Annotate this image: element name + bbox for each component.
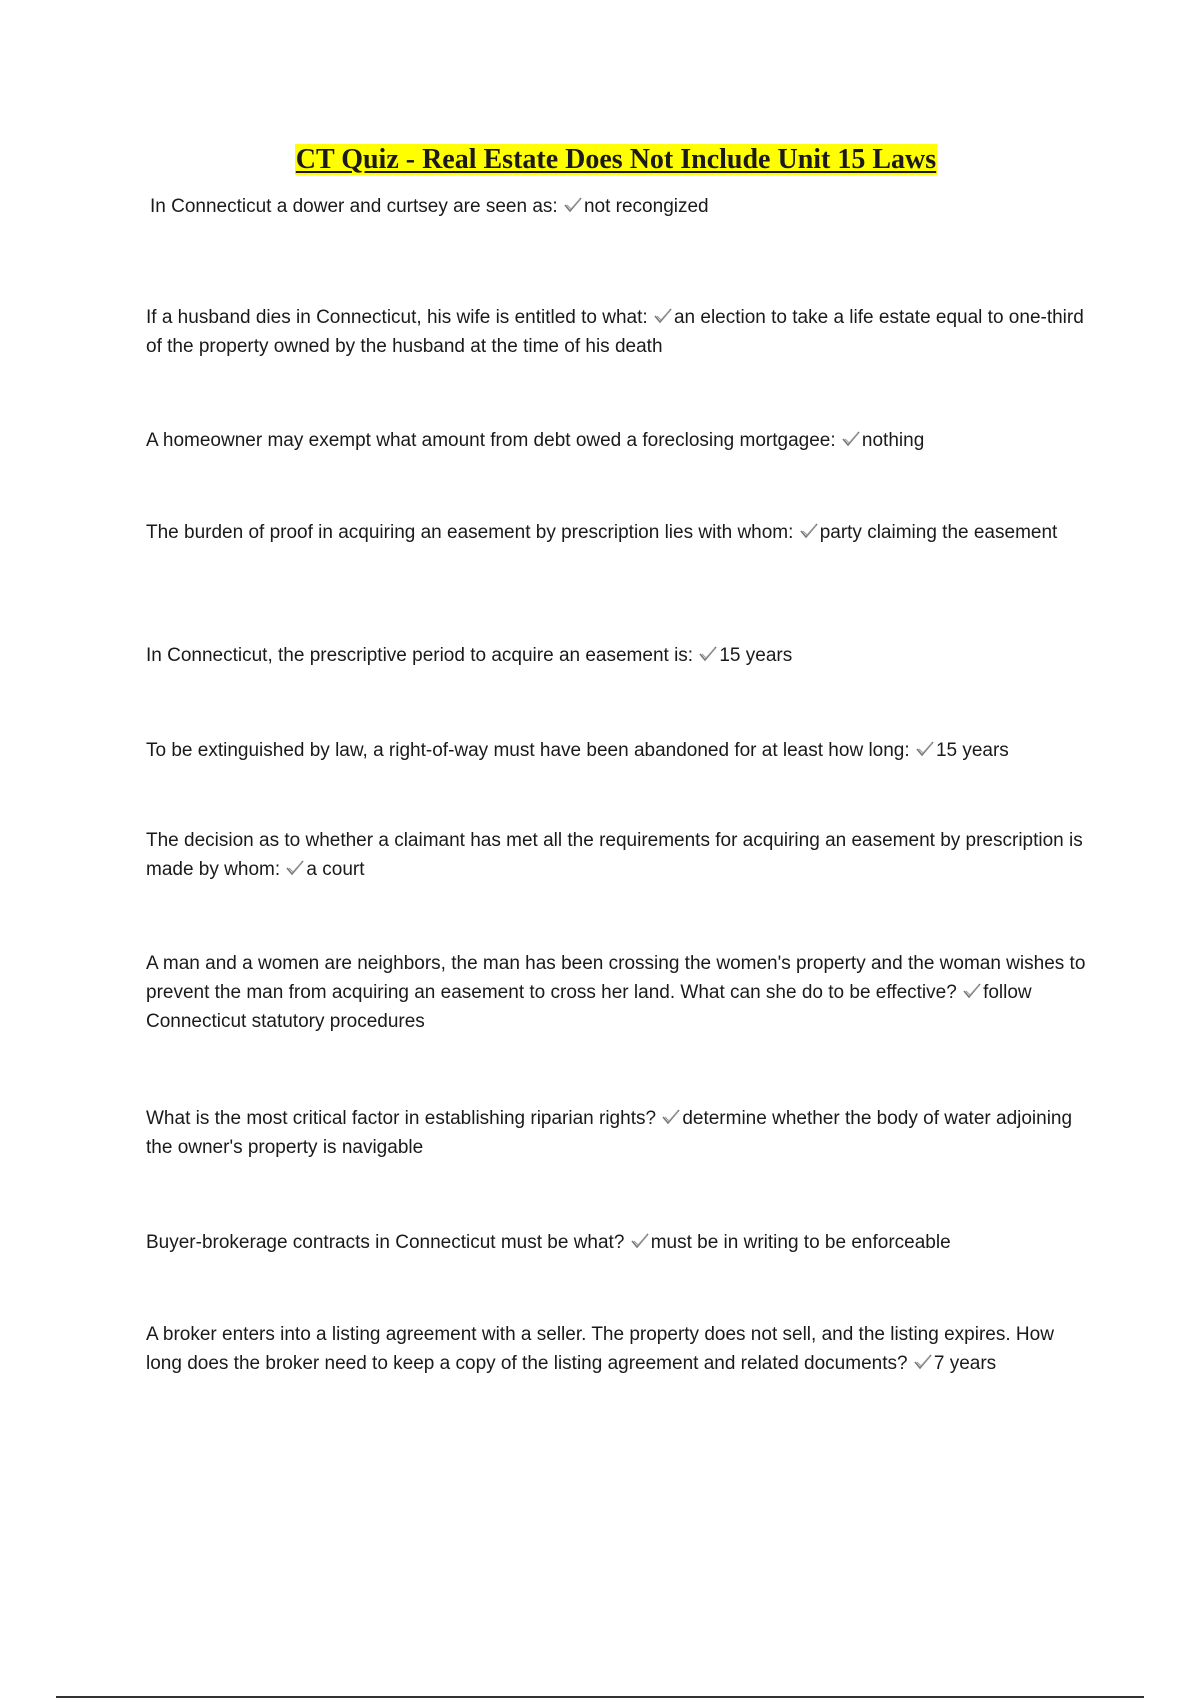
question-text: The decision as to whether a claimant has met all the requirements for acquiring an easement by prescription is made by whom: — [146, 830, 1083, 880]
qa-item-6 — [146, 736, 1086, 765]
checkmark-icon — [285, 859, 305, 877]
answer-text: a court — [306, 859, 365, 880]
qa-item-9 — [146, 1104, 1086, 1162]
answer-text: party claiming the easement — [819, 522, 1058, 543]
answer-text: nothing — [861, 430, 925, 451]
question-text: A man and a women are neighbors, the man has been crossing the women's property and the woman wishes to prevent the man from acquiring an easement to cross her land. What can she do to be effective? — [146, 953, 1086, 1003]
checkmark-icon — [962, 982, 982, 1000]
qa-item-7 — [146, 826, 1086, 884]
question-text: A broker enters into a listing agreement with a seller. The property does not sell, and the listing expires. How long does the broker need to keep a copy of the listing agreement and related documents? — [146, 1324, 1054, 1374]
question-text: In Connecticut a dower and curtsey are seen as: — [150, 196, 558, 217]
footer-divider — [56, 1696, 1144, 1698]
answer-text: determine whether the body of water adjoining the owner's property is navigable — [146, 1108, 1073, 1158]
checkmark-icon — [653, 307, 673, 325]
qa-item-11 — [146, 1320, 1086, 1378]
question-text: The burden of proof in acquiring an easement by prescription lies with whom: — [146, 522, 794, 543]
checkmark-icon — [841, 430, 861, 448]
qa-item-5 — [146, 641, 1086, 670]
checkmark-icon — [563, 196, 583, 214]
answer-text: 7 years — [933, 1353, 997, 1374]
checkmark-icon — [913, 1353, 933, 1371]
answer-text: 15 years — [719, 645, 793, 666]
answer-text: 15 years — [935, 740, 1009, 761]
page-title — [0, 144, 1200, 176]
qa-item-4 — [146, 518, 1086, 547]
checkmark-icon — [698, 645, 718, 663]
question-text: If a husband dies in Connecticut, his wife is entitled to what: — [146, 307, 648, 328]
qa-item-10 — [146, 1228, 1086, 1257]
answer-text: follow Connecticut statutory procedures — [146, 982, 1032, 1032]
checkmark-icon — [915, 740, 935, 758]
answer-text: not recongized — [583, 196, 709, 217]
qa-item-3 — [146, 426, 1086, 455]
question-text: In Connecticut, the prescriptive period to acquire an easement is: — [146, 645, 694, 666]
question-text: A homeowner may exempt what amount from debt owed a foreclosing mortgagee: — [146, 430, 836, 451]
qa-item-1 — [150, 192, 1090, 221]
checkmark-icon — [799, 522, 819, 540]
question-text: What is the most critical factor in establishing riparian rights? — [146, 1108, 657, 1129]
title-text: CT Quiz - Real Estate Does Not Include Unit 15 Laws — [295, 144, 937, 175]
qa-item-8 — [146, 949, 1086, 1036]
answer-text: must be in writing to be enforceable — [650, 1232, 951, 1253]
question-text: Buyer-brokerage contracts in Connecticut must be what? — [146, 1232, 625, 1253]
checkmark-icon — [661, 1108, 681, 1126]
answer-text: an election to take a life estate equal to one-third of the property owned by the husband at the time of his death — [146, 307, 1084, 357]
checkmark-icon — [630, 1232, 650, 1250]
qa-item-2 — [146, 303, 1086, 361]
question-text: To be extinguished by law, a right-of-way must have been abandoned for at least how long: — [146, 740, 910, 761]
